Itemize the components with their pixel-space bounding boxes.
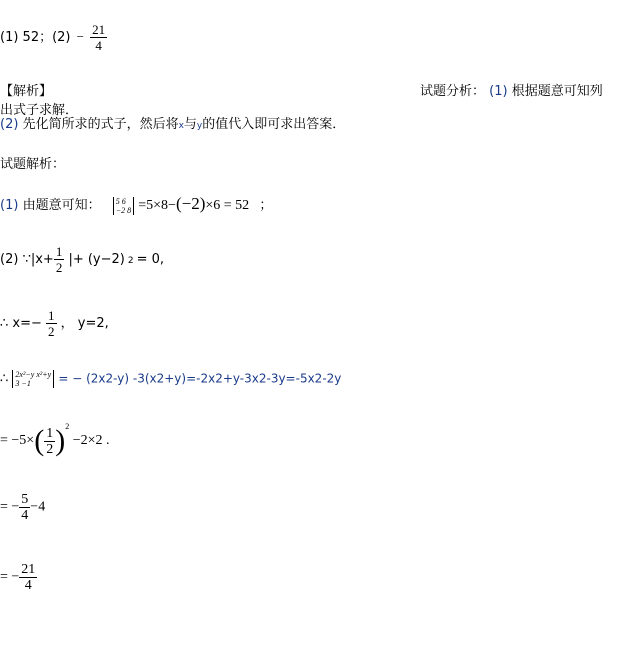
analysis-cont2-b: 与 <box>183 117 197 132</box>
answer-line <box>0 22 107 53</box>
step1-end: ； <box>259 198 273 213</box>
step3-therefore: ∴ x=− <box>0 316 42 331</box>
step4-therefore: ∴ <box>0 371 9 387</box>
step1-det-row1: 5 6 <box>115 196 126 206</box>
step1-expr-b: (−2) <box>175 194 206 213</box>
analysis-cont2-a: 先化简所求的式子，然后将 <box>22 117 179 132</box>
solution-step7 <box>0 562 37 593</box>
step1-expr-c: ×6 = 52 <box>205 198 250 213</box>
answer-fraction <box>90 22 107 53</box>
step1-determinant <box>113 197 134 215</box>
answer-minus: − <box>76 29 84 44</box>
step3-fraction <box>46 308 57 339</box>
step3-frac-num: 1 <box>48 308 55 323</box>
step5-frac-num: 1 <box>46 425 54 441</box>
step5-b: −2×2 . <box>72 433 110 449</box>
solution-heading: 试题解析： <box>0 157 66 172</box>
step1-label: (1) <box>0 198 19 213</box>
step7-frac-den: 4 <box>24 578 32 593</box>
step7-frac-num: 21 <box>21 562 36 577</box>
step6-frac-num: 5 <box>21 492 29 507</box>
analysis-heading: 【解析】 <box>0 84 53 99</box>
solution-step1 <box>0 194 272 215</box>
analysis-cont2-blue: (2) <box>0 117 19 132</box>
step7-fraction <box>19 562 37 593</box>
step5-frac-den: 2 <box>46 441 54 457</box>
step6-a: = − <box>0 499 20 515</box>
step5-rparen: ) <box>55 424 66 457</box>
analysis-cont1: 出式子求解． <box>0 103 79 118</box>
analysis-cont2-x: x <box>178 121 184 131</box>
step1-det-row2: −2 8 <box>115 205 132 215</box>
step4-expansion: = − (2x2-y) -3(x2+y)=-2x2+y-3x2-3y=-5x2-2y <box>58 371 342 386</box>
solution-step5 <box>0 421 110 458</box>
step2-because: ∵|x+ <box>22 252 54 267</box>
step2-fraction <box>54 244 65 275</box>
step7-a: = − <box>0 569 20 585</box>
answer-label: (1) 52；(2) <box>0 30 71 45</box>
step2-label: (2) <box>0 252 19 267</box>
step2-frac-den: 2 <box>55 260 63 275</box>
step4-det-row1: 2x²−y x²+y <box>15 370 52 379</box>
analysis-note-text: 试题分析： <box>420 84 486 99</box>
analysis-cont2-y: y <box>196 121 203 131</box>
step5-fraction <box>44 426 55 457</box>
answer-frac-num: 21 <box>92 22 106 37</box>
step2-end: = 0, <box>136 252 165 267</box>
solution-step3 <box>0 308 109 339</box>
step6-b: −4 <box>30 499 46 515</box>
step3-frac-den: 2 <box>48 324 55 339</box>
analysis-right-note <box>420 80 603 99</box>
analysis-note-blue: (1) <box>489 84 508 99</box>
solution-step6 <box>0 492 45 523</box>
solution-step4 <box>0 370 341 388</box>
step3-rest: ， y=2, <box>60 316 109 331</box>
analysis-cont2 <box>0 113 345 132</box>
step2-square: 2 <box>127 256 134 266</box>
solution-step2 <box>0 244 164 275</box>
step1-expression <box>138 194 250 213</box>
step5-exponent: 2 <box>65 421 70 431</box>
answer-frac-den: 4 <box>95 38 102 53</box>
step1-text: 由题意可知： <box>22 198 101 213</box>
step1-expr-a: =5×8− <box>138 198 176 213</box>
step6-fraction <box>19 492 30 523</box>
step5-a: = −5× <box>0 433 35 449</box>
analysis-cont2-c: 的值代入即可求出答案． <box>202 117 346 132</box>
step4-determinant <box>12 370 54 388</box>
analysis-note-tail: 根据题意可知列 <box>511 84 603 99</box>
step5-lparen: ( <box>34 424 45 457</box>
step2-mid: |+ (y−2) <box>68 252 125 267</box>
step6-frac-den: 4 <box>21 508 29 523</box>
step2-frac-num: 1 <box>55 244 63 259</box>
step4-det-row2: 3 −1 <box>15 379 31 388</box>
